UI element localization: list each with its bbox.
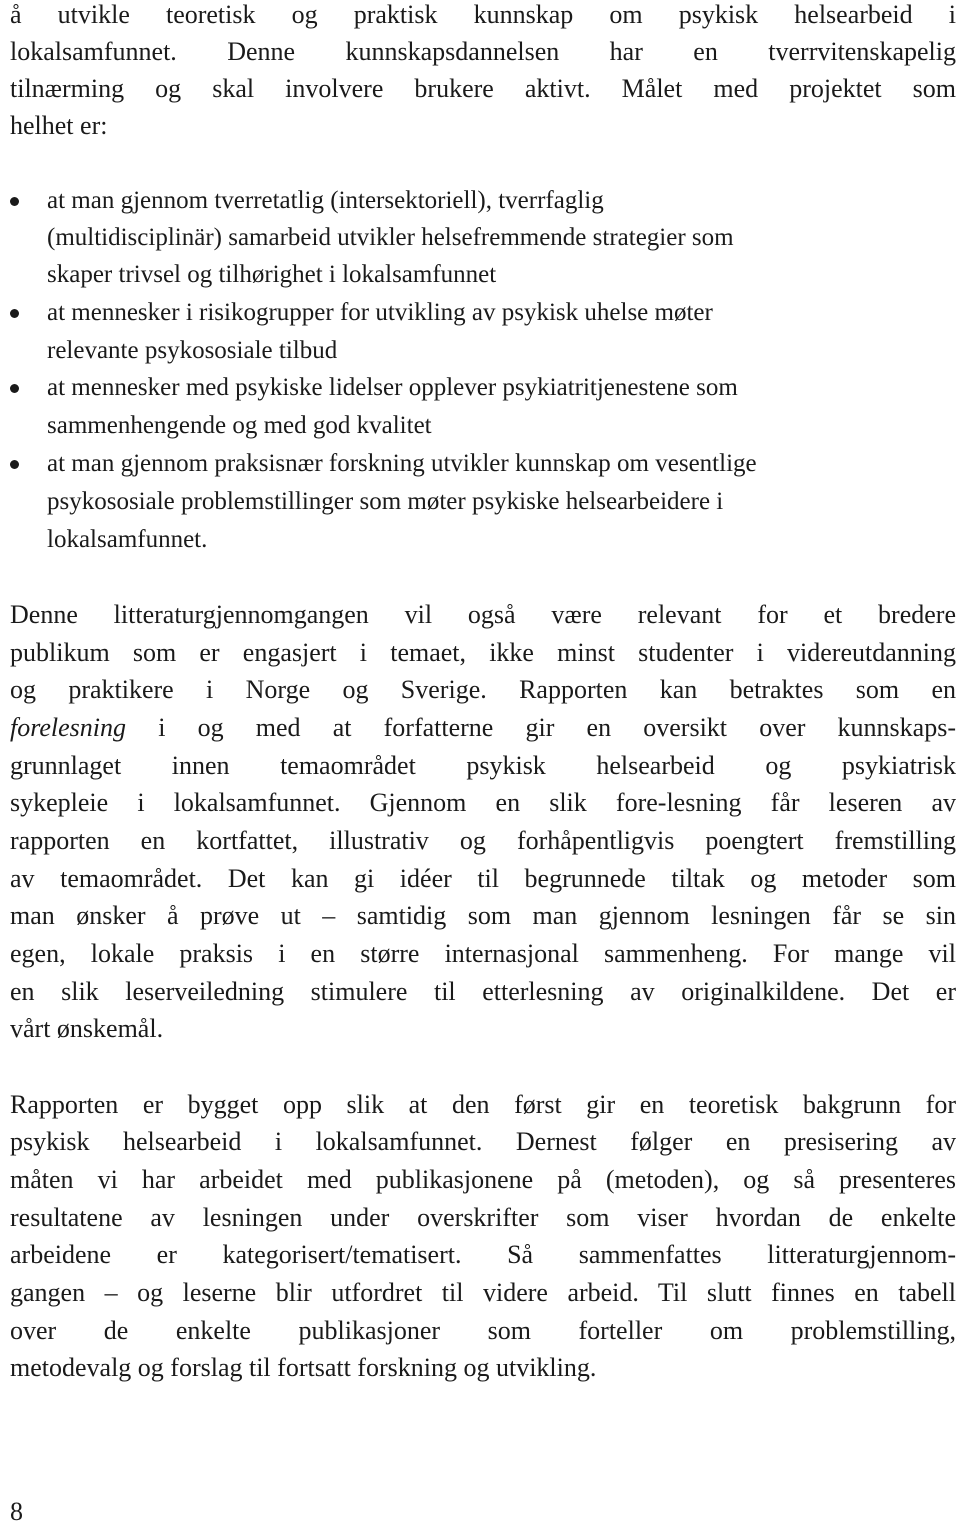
- bullet-line: lokalsamfunnet.: [47, 526, 208, 553]
- text-line: vårt ønskemål.: [10, 1014, 164, 1043]
- text-line: over de enkelte publikasjoner som forteller om problemstilling,: [10, 1316, 956, 1345]
- text-line: resultatene av lesningen under overskrifter som viser hvordan de enkelte: [10, 1203, 956, 1232]
- text-line: Denne litteraturgjennomgangen vil også være relevant for et bredere: [10, 600, 956, 629]
- text-line: psykisk helsearbeid i lokalsamfunnet. Dernest følger en presisering av: [10, 1127, 956, 1156]
- bullet-line: relevante psykososiale tilbud: [47, 337, 338, 364]
- bullet-line: sammenhengende og med god kvalitet: [47, 412, 432, 439]
- text-line: å utvikle teoretisk og praktisk kunnskap om psykisk helsearbeid i: [10, 0, 956, 29]
- text-line: av temaområdet. Det kan gi idéer til begrunnede tiltak og metoder som: [10, 864, 956, 893]
- bullet-dot-icon: [10, 460, 19, 469]
- text-line: og praktikere i Norge og Sverige. Rapporten kan betraktes som en: [10, 675, 956, 704]
- text-line: gangen – og leserne blir utfordret til videre arbeid. Til slutt finnes en tabell: [10, 1278, 956, 1307]
- bullet-line: (multidisciplinär) samarbeid utvikler helsefremmende strategier som: [47, 224, 734, 251]
- text-segment: i og med at forfatterne gir en oversikt over kunnskaps-: [158, 713, 956, 742]
- text-line: lokalsamfunnet. Denne kunnskapsdannelsen har en tverrvitenskapelig: [10, 37, 956, 66]
- text-line: helhet er:: [10, 111, 108, 140]
- bullet-line: at man gjennom praksisnær forskning utvikler kunnskap om vesentlige: [47, 450, 757, 477]
- bullet-dot-icon: [10, 197, 19, 206]
- bullet-line: skaper trivsel og tilhørighet i lokalsamfunnet: [47, 261, 497, 288]
- text-line: en slik leserveiledning stimulere til etterlesning av originalkildene. Det er: [10, 977, 956, 1006]
- text-line: publikum som er engasjert i temaet, ikke minst studenter i videreutdanning: [10, 638, 956, 667]
- text-line: arbeidene er kategorisert/tematisert. Så sammenfattes litteraturgjennom-: [10, 1240, 956, 1269]
- bullet-line: at man gjennom tverretatlig (intersektoriell), tverrfaglig: [47, 187, 604, 214]
- text-line: tilnærming og skal involvere brukere aktivt. Målet med projektet som: [10, 74, 956, 103]
- text-line: rapporten en kortfattet, illustrativ og forhåpentligvis poengtert fremstilling: [10, 826, 956, 855]
- text-line: måten vi har arbeidet med publikasjonene på (metoden), og så presenteres: [10, 1165, 956, 1194]
- text-line: [10, 713, 956, 743]
- text-line: sykepleie i lokalsamfunnet. Gjennom en slik fore-lesning får leseren av: [10, 788, 956, 817]
- text-line: grunnlaget innen temaområdet psykisk helsearbeid og psykiatrisk: [10, 751, 956, 780]
- emphasis-word: forelesning: [10, 713, 127, 742]
- bullet-line: at mennesker i risikogrupper for utvikling av psykisk uhelse møter: [47, 299, 713, 326]
- page-number: 8: [10, 1497, 23, 1526]
- text-line: metodevalg og forslag til fortsatt forskning og utvikling.: [10, 1353, 597, 1382]
- bullet-dot-icon: [10, 309, 19, 318]
- bullet-line: psykososiale problemstillinger som møter psykiske helsearbeidere i: [47, 488, 724, 515]
- text-line: Rapporten er bygget opp slik at den først gir en teoretisk bakgrunn for: [10, 1090, 956, 1119]
- bullet-line: at mennesker med psykiske lidelser opplever psykiatritjenestene som: [47, 374, 738, 401]
- text-line: man ønsker å prøve ut – samtidig som man gjennom lesningen får se sin: [10, 901, 956, 930]
- bullet-dot-icon: [10, 384, 19, 393]
- text-line: egen, lokale praksis i en større internasjonal sammenheng. For mange vil: [10, 939, 956, 968]
